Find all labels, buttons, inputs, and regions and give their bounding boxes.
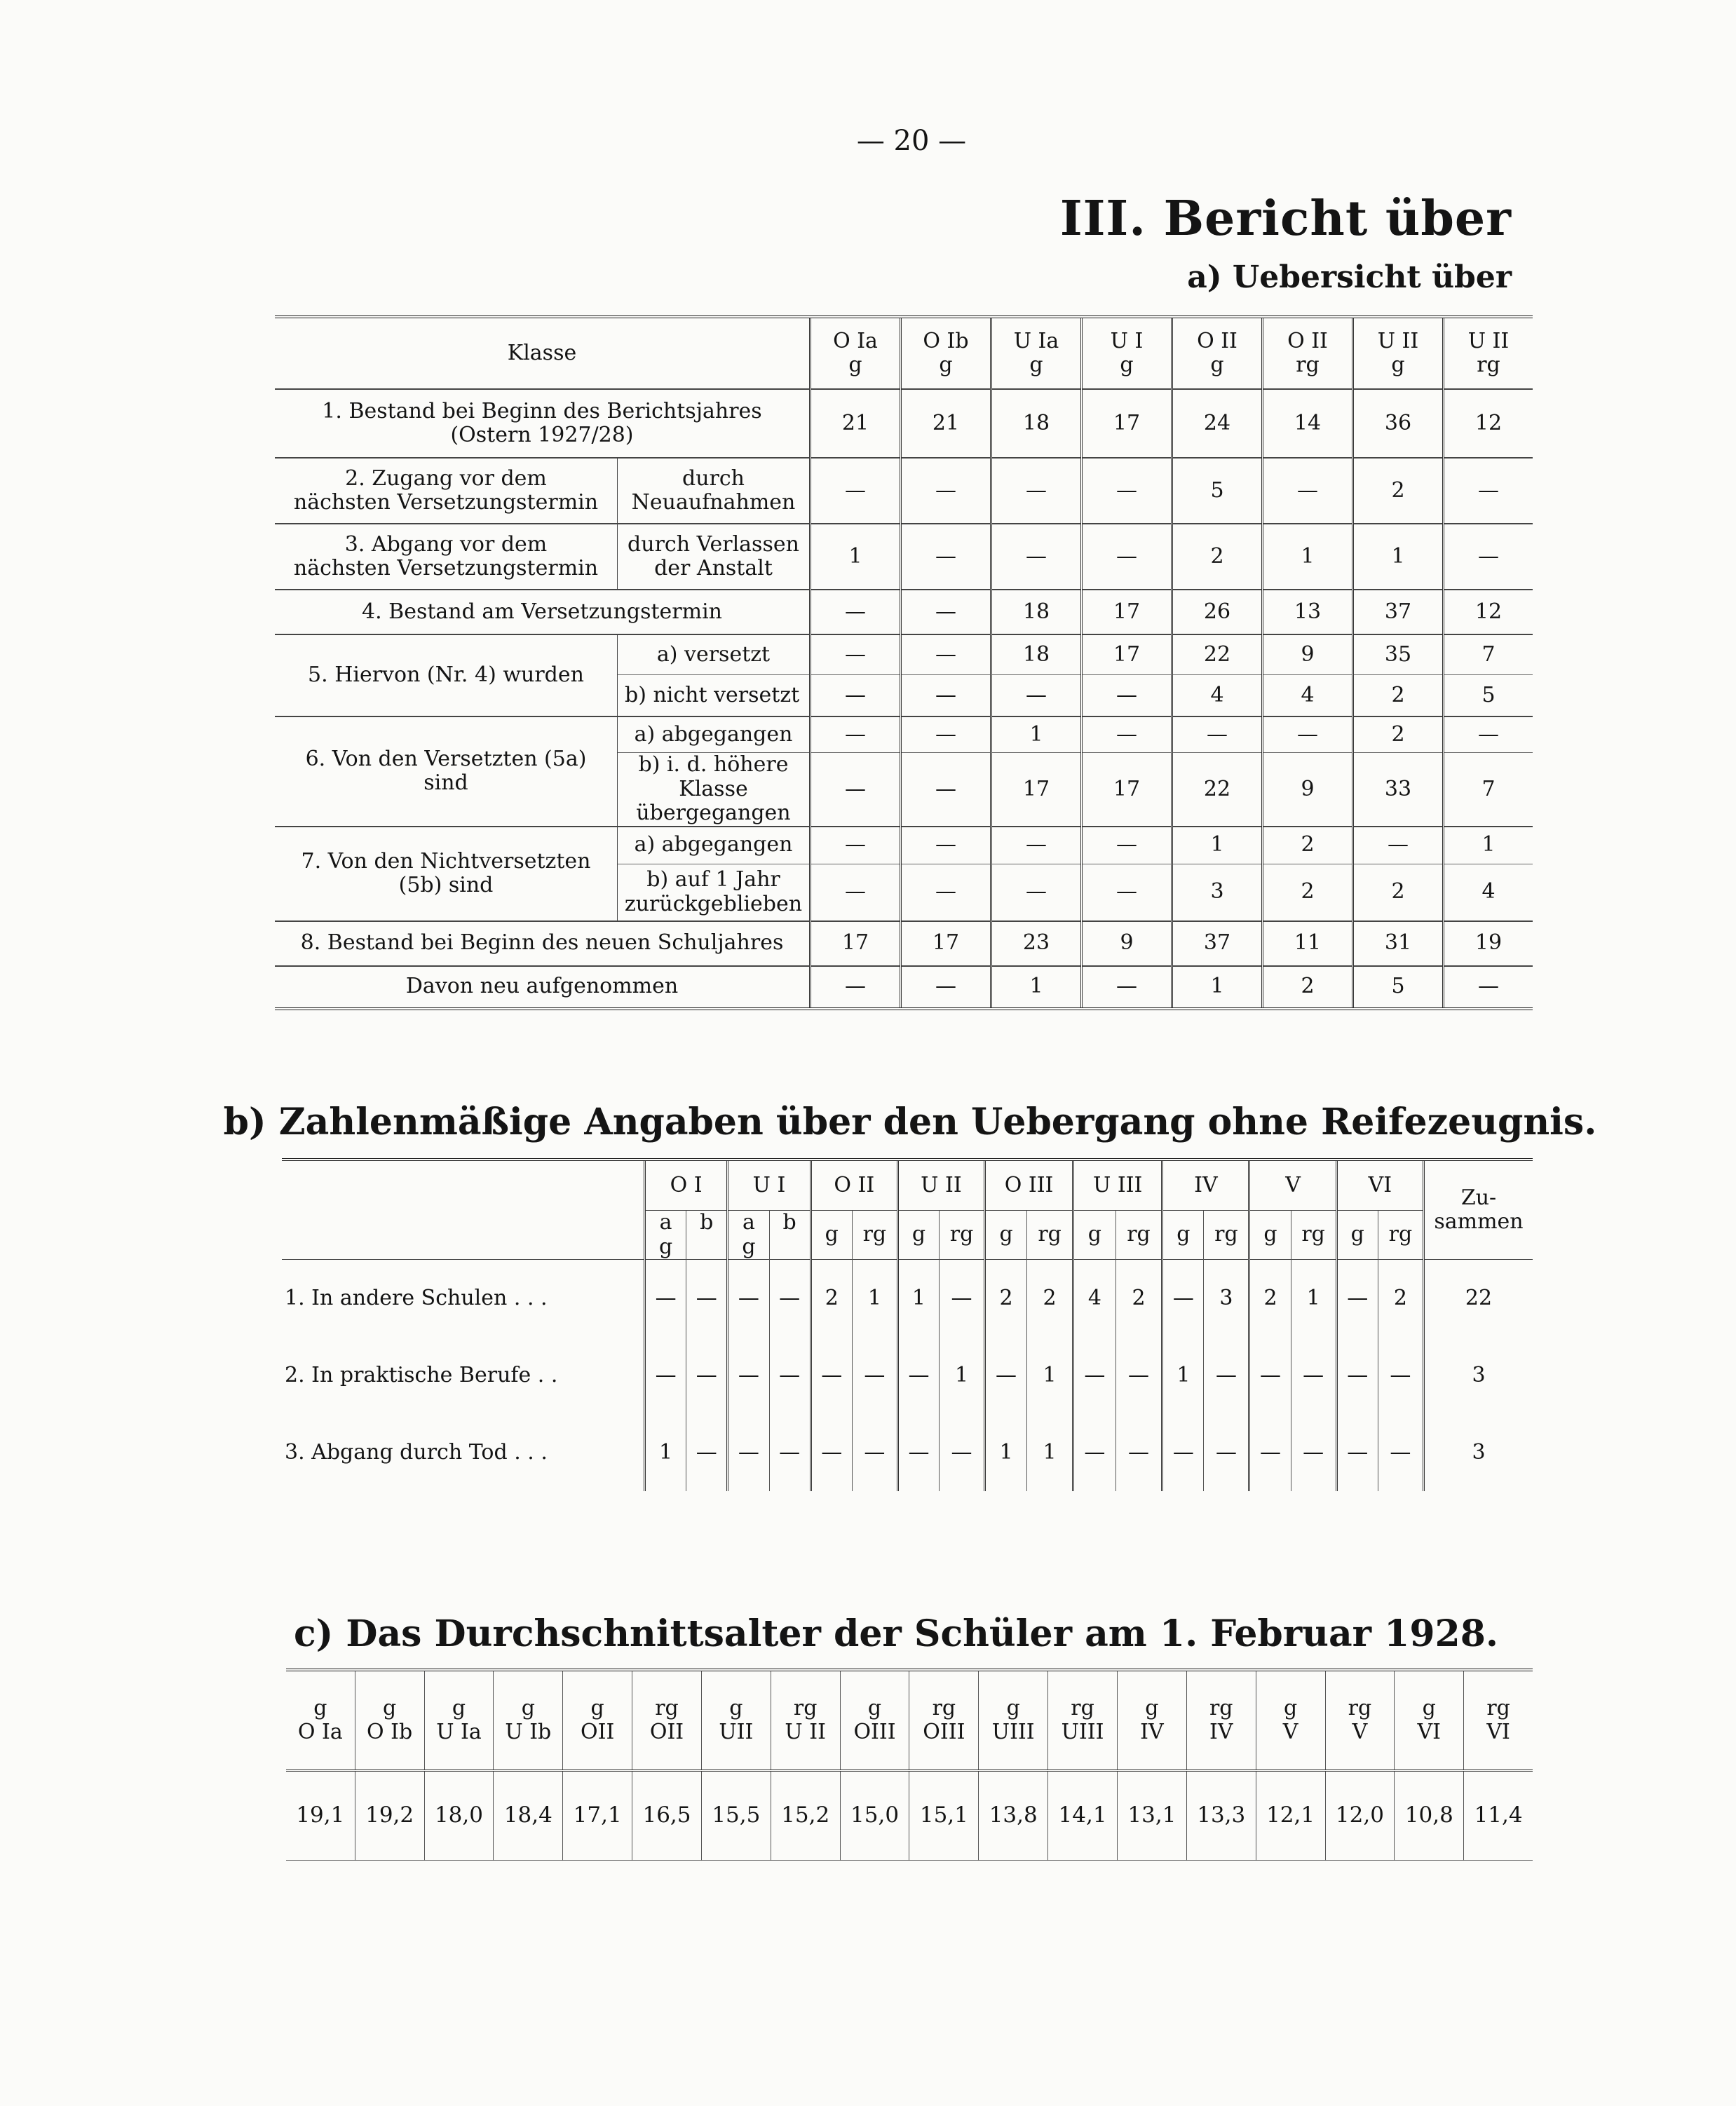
row-label: 1. Bestand bei Beginn des Berichtsjahres (Ostern 1927/28)	[275, 389, 811, 458]
ab-header: a g	[728, 1211, 769, 1260]
cell: 2	[811, 1260, 852, 1338]
col-header: U II g	[1353, 317, 1444, 389]
table-row	[275, 634, 1533, 675]
cell: —	[901, 458, 991, 524]
cell: —	[1082, 716, 1172, 753]
cell: 31	[1353, 921, 1444, 966]
cell: 1	[1027, 1414, 1073, 1491]
row-sublabel: a) abgegangen	[618, 827, 811, 864]
cell: 18	[991, 634, 1082, 675]
values-row	[286, 1771, 1533, 1861]
cell: —	[1444, 458, 1533, 524]
type-header: g	[1162, 1211, 1204, 1260]
cell: 4	[1073, 1260, 1116, 1338]
cell: —	[1082, 675, 1172, 717]
ab-header: a g	[645, 1211, 686, 1260]
cell: 17	[1082, 753, 1172, 827]
type-header: g	[811, 1211, 852, 1260]
cell: 1	[985, 1414, 1027, 1491]
subsection-c-heading: c) Das Durchschnittsalter der Schüler am 1. Februar 1928.	[293, 1612, 1499, 1655]
cell: 7	[1444, 634, 1533, 675]
page-number: — 20 —	[856, 125, 967, 157]
cell: 1	[811, 524, 901, 590]
cell: —	[1162, 1260, 1204, 1338]
cell: —	[1162, 1414, 1204, 1491]
cell: —	[1082, 524, 1172, 590]
cell: 14,1	[1048, 1771, 1118, 1861]
type-header: g	[1336, 1211, 1378, 1260]
cell: 22	[1172, 753, 1263, 827]
cell: 1	[1263, 524, 1353, 590]
group-header: U II	[897, 1160, 984, 1211]
cell: 3	[1172, 864, 1263, 921]
cell: —	[991, 458, 1082, 524]
row-label: Davon neu aufgenommen	[275, 966, 811, 1009]
col-header: U Ia g	[991, 317, 1082, 389]
cell: 1	[940, 1337, 985, 1414]
cell: 1	[1444, 827, 1533, 864]
cell: 11	[1263, 921, 1353, 966]
table-row	[275, 389, 1533, 458]
col-header: rg OII	[632, 1670, 702, 1771]
type-header: rg	[940, 1211, 985, 1260]
table-row	[275, 966, 1533, 1009]
cell: 2	[1115, 1260, 1162, 1338]
cell: 5	[1353, 966, 1444, 1009]
cell: 17	[1082, 389, 1172, 458]
cell: —	[940, 1414, 985, 1491]
row-sublabel: b) nicht versetzt	[618, 675, 811, 717]
cell: 35	[1353, 634, 1444, 675]
table-row	[275, 458, 1533, 524]
total-cell: 3	[1424, 1337, 1533, 1414]
cell: —	[811, 864, 901, 921]
cell: —	[1082, 864, 1172, 921]
type-header: rg	[1291, 1211, 1336, 1260]
col-header: g U Ia	[424, 1670, 494, 1771]
klasse-header: Klasse	[275, 317, 811, 389]
col-header: rg U II	[771, 1670, 840, 1771]
cell: 1	[897, 1260, 939, 1338]
cell: —	[1073, 1337, 1116, 1414]
col-header: O Ia g	[811, 317, 901, 389]
cell: 2	[1378, 1260, 1423, 1338]
col-header: rg V	[1325, 1670, 1395, 1771]
cell: —	[645, 1337, 686, 1414]
table-row	[275, 590, 1533, 634]
cell: —	[1204, 1337, 1249, 1414]
cell: —	[901, 634, 991, 675]
cell: —	[1073, 1414, 1116, 1491]
cell: 18	[991, 590, 1082, 634]
cell: 4	[1263, 675, 1353, 717]
cell: —	[645, 1260, 686, 1338]
class-overview-table	[275, 315, 1533, 1010]
cell: —	[901, 827, 991, 864]
cell: 1	[1291, 1260, 1336, 1338]
cell: 15,5	[701, 1771, 771, 1861]
cell: 36	[1353, 389, 1444, 458]
row-label: 2. Zugang vor dem nächsten Versetzungstermin	[275, 458, 618, 524]
cell: —	[811, 827, 901, 864]
cell: 18	[991, 389, 1082, 458]
type-header: rg	[1204, 1211, 1249, 1260]
group-header: O I	[645, 1160, 728, 1211]
cell: 2	[1263, 827, 1353, 864]
cell: 2	[1263, 966, 1353, 1009]
type-header: rg	[1027, 1211, 1073, 1260]
cell: —	[1444, 524, 1533, 590]
cell: 17	[901, 921, 991, 966]
row-sublabel: durch Verlassen der Anstalt	[618, 524, 811, 590]
cell: 15,2	[771, 1771, 840, 1861]
cell: 9	[1263, 634, 1353, 675]
cell: 17	[1082, 634, 1172, 675]
zusammen-header: Zu- sammen	[1424, 1160, 1533, 1260]
cell: —	[1263, 716, 1353, 753]
cell: 14	[1263, 389, 1353, 458]
subsection-a-heading: a) Uebersicht über	[1187, 259, 1512, 295]
cell: —	[1204, 1414, 1249, 1491]
subsection-b-heading: b) Zahlenmäßige Angaben über den Uebergang ohne Reifezeugnis.	[223, 1101, 1597, 1143]
row-sublabel: a) abgegangen	[618, 716, 811, 753]
cell: 1	[1172, 966, 1263, 1009]
cell: 16,5	[632, 1771, 702, 1861]
col-header: g U Ib	[494, 1670, 563, 1771]
group-header-row	[282, 1160, 1533, 1211]
cell: 2	[1353, 675, 1444, 717]
row-sublabel: b) auf 1 Jahr zurückgeblieben	[618, 864, 811, 921]
cell: 12	[1444, 590, 1533, 634]
cell: 3	[1204, 1260, 1249, 1338]
cell: 19,2	[355, 1771, 424, 1861]
cell: —	[1082, 827, 1172, 864]
cell: —	[901, 716, 991, 753]
cell: —	[728, 1414, 769, 1491]
cell: 10,8	[1395, 1771, 1464, 1861]
type-header: g	[897, 1211, 939, 1260]
cell: —	[728, 1260, 769, 1338]
type-header: rg	[1115, 1211, 1162, 1260]
cell: —	[1249, 1337, 1291, 1414]
cell: 24	[1172, 389, 1263, 458]
cell: —	[901, 675, 991, 717]
col-header: O II g	[1172, 317, 1263, 389]
cell: —	[1263, 458, 1353, 524]
group-header: IV	[1162, 1160, 1249, 1211]
cell: 2	[1353, 716, 1444, 753]
cell: —	[991, 864, 1082, 921]
cell: 1	[991, 966, 1082, 1009]
cell: 12,0	[1325, 1771, 1395, 1861]
col-header: g UIII	[979, 1670, 1048, 1771]
cell: —	[852, 1337, 897, 1414]
cell: 21	[901, 389, 991, 458]
cell: 13,1	[1117, 1771, 1186, 1861]
cell: 18,4	[494, 1771, 563, 1861]
type-header: rg	[1378, 1211, 1423, 1260]
cell: —	[686, 1260, 728, 1338]
row-label: 8. Bestand bei Beginn des neuen Schuljahres	[275, 921, 811, 966]
cell: 17	[991, 753, 1082, 827]
cell: 1	[991, 716, 1082, 753]
cell: —	[1378, 1337, 1423, 1414]
row-sublabel: durch Neuaufnahmen	[618, 458, 811, 524]
cell: 2	[1353, 864, 1444, 921]
cell: —	[1249, 1414, 1291, 1491]
cell: —	[1082, 966, 1172, 1009]
cell: —	[769, 1414, 811, 1491]
cell: 33	[1353, 753, 1444, 827]
row-label: 3. Abgang durch Tod . . .	[285, 1439, 548, 1465]
cell: 2	[1249, 1260, 1291, 1338]
cell: —	[897, 1337, 939, 1414]
group-header: V	[1249, 1160, 1336, 1211]
cell: 2	[1263, 864, 1353, 921]
cell: —	[1291, 1337, 1336, 1414]
total-cell: 3	[1424, 1414, 1533, 1491]
cell: 5	[1444, 675, 1533, 717]
cell: 15,0	[840, 1771, 909, 1861]
cell: —	[985, 1337, 1027, 1414]
col-header: g OIII	[840, 1670, 909, 1771]
cell: —	[811, 716, 901, 753]
group-header: U III	[1073, 1160, 1162, 1211]
cell: —	[1444, 716, 1533, 753]
col-header: g V	[1256, 1670, 1325, 1771]
cell: —	[811, 1337, 852, 1414]
cell: —	[901, 966, 991, 1009]
col-header: rg UIII	[1048, 1670, 1118, 1771]
cell: 5	[1172, 458, 1263, 524]
cell: 1	[1162, 1337, 1204, 1414]
cell: 1	[1027, 1337, 1073, 1414]
cell: 1	[1353, 524, 1444, 590]
cell: 9	[1082, 921, 1172, 966]
cell: 12,1	[1256, 1771, 1325, 1861]
cell: —	[811, 458, 901, 524]
cell: —	[1378, 1414, 1423, 1491]
cell: 7	[1444, 753, 1533, 827]
col-header: g IV	[1117, 1670, 1186, 1771]
cell: —	[991, 524, 1082, 590]
cell: 1	[645, 1414, 686, 1491]
average-age-table	[286, 1669, 1533, 1861]
cell: 12	[1444, 389, 1533, 458]
cell: —	[897, 1414, 939, 1491]
col-header: g O Ib	[355, 1670, 424, 1771]
cell: —	[940, 1260, 985, 1338]
cell: —	[811, 966, 901, 1009]
total-cell: 22	[1424, 1260, 1533, 1338]
col-header: O Ib g	[901, 317, 991, 389]
cell: 19,1	[296, 1802, 345, 1828]
cell: 22	[1172, 634, 1263, 675]
row-label: 4. Bestand am Versetzungstermin	[275, 590, 811, 634]
cell: 1	[852, 1260, 897, 1338]
cell: 23	[991, 921, 1082, 966]
cell: 1	[1172, 827, 1263, 864]
row-label: 7. Von den Nichtversetzten (5b) sind	[275, 827, 618, 921]
cell: —	[1115, 1414, 1162, 1491]
col-header: rg OIII	[909, 1670, 979, 1771]
cell: 17	[1082, 590, 1172, 634]
cell: —	[769, 1337, 811, 1414]
row-label: 1. In andere Schulen . . .	[282, 1260, 645, 1338]
cell: —	[1353, 827, 1444, 864]
type-header: g	[1249, 1211, 1291, 1260]
col-header: U II rg	[1444, 317, 1533, 389]
type-header: g	[1073, 1211, 1116, 1260]
cell: —	[901, 864, 991, 921]
cell: 37	[1353, 590, 1444, 634]
type-header: rg	[852, 1211, 897, 1260]
blank-corner	[282, 1160, 645, 1260]
cell: —	[1291, 1414, 1336, 1491]
cell: 4	[1444, 864, 1533, 921]
col-header: rg VI	[1464, 1670, 1533, 1771]
cell: —	[811, 634, 901, 675]
cell: 13,8	[979, 1771, 1048, 1861]
cell: 13	[1263, 590, 1353, 634]
cell: —	[811, 1414, 852, 1491]
cell: 9	[1263, 753, 1353, 827]
cell: —	[686, 1414, 728, 1491]
group-header: U I	[728, 1160, 811, 1211]
cell: —	[686, 1337, 728, 1414]
cell: 17	[811, 921, 901, 966]
row-sublabel: b) i. d. höhere Klasse übergegangen	[618, 753, 811, 827]
cell: —	[769, 1260, 811, 1338]
row-label: 5. Hiervon (Nr. 4) wurden	[275, 634, 618, 716]
group-header: VI	[1336, 1160, 1423, 1211]
cell: 37	[1172, 921, 1263, 966]
cell: —	[811, 753, 901, 827]
cell: —	[901, 590, 991, 634]
col-header: g O Ia	[286, 1670, 355, 1771]
row-label: 3. Abgang vor dem nächsten Versetzungstermin	[275, 524, 618, 590]
col-header: U I g	[1082, 317, 1172, 389]
cell: 15,1	[909, 1771, 979, 1861]
cell: —	[1115, 1337, 1162, 1414]
col-header: g VI	[1395, 1670, 1464, 1771]
cell: —	[811, 675, 901, 717]
cell: —	[1082, 458, 1172, 524]
cell: 21	[811, 389, 901, 458]
cell: —	[901, 524, 991, 590]
cell: —	[991, 827, 1082, 864]
cell: —	[1336, 1337, 1378, 1414]
header-row	[275, 317, 1533, 389]
type-header: g	[985, 1211, 1027, 1260]
cell: —	[991, 675, 1082, 717]
row-sublabel: a) versetzt	[618, 634, 811, 675]
col-header: O II rg	[1263, 317, 1353, 389]
cell: 19	[1444, 921, 1533, 966]
group-header: O II	[811, 1160, 897, 1211]
cell: 2	[1353, 458, 1444, 524]
cell: 26	[1172, 590, 1263, 634]
cell: —	[1336, 1260, 1378, 1338]
table-row	[275, 716, 1533, 753]
cell: —	[1444, 966, 1533, 1009]
cell: 11,4	[1464, 1771, 1533, 1861]
cell: 2	[1172, 524, 1263, 590]
row-label: 2. In praktische Berufe . .	[285, 1362, 558, 1387]
cell: 13,3	[1186, 1771, 1256, 1861]
group-header: O III	[985, 1160, 1073, 1211]
col-header: g UII	[701, 1670, 771, 1771]
cell: 17,1	[563, 1771, 632, 1861]
col-header: rg IV	[1186, 1670, 1256, 1771]
cell: —	[1172, 716, 1263, 753]
cell: —	[1336, 1414, 1378, 1491]
cell: —	[811, 590, 901, 634]
row-label: 6. Von den Versetzten (5a) sind	[275, 716, 618, 827]
ab-header: b	[686, 1211, 728, 1260]
table-row	[275, 524, 1533, 590]
cell: —	[728, 1337, 769, 1414]
section-heading: III. Bericht über	[1059, 191, 1512, 247]
cell: 2	[1027, 1260, 1073, 1338]
col-header: g OII	[563, 1670, 632, 1771]
cell: 4	[1172, 675, 1263, 717]
table-row	[282, 1260, 1533, 1338]
cell: —	[852, 1414, 897, 1491]
table-row	[282, 1337, 1533, 1414]
transfer-table	[282, 1158, 1533, 1491]
cell: 2	[985, 1260, 1027, 1338]
cell: —	[901, 753, 991, 827]
table-row	[275, 921, 1533, 966]
cell: 18,0	[424, 1771, 494, 1861]
table-row	[275, 827, 1533, 864]
table-row	[282, 1414, 1533, 1491]
header-row	[286, 1670, 1533, 1771]
ab-header: b	[769, 1211, 811, 1260]
